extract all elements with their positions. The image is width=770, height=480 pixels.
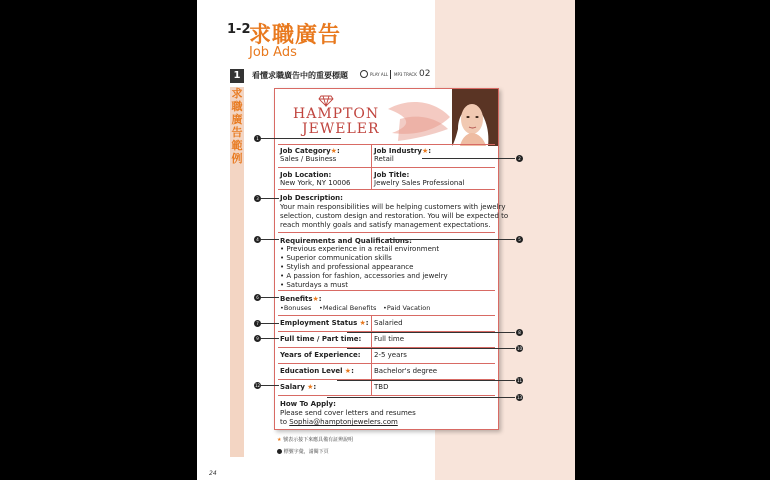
marker-3: 3 xyxy=(254,195,261,202)
marker-6: 6 xyxy=(254,294,261,301)
job-title-value: Jewelry Sales Professional xyxy=(374,179,465,187)
sidebar-vertical-bar xyxy=(230,87,244,457)
row-location xyxy=(278,167,495,168)
benefit-item: •Medical Benefits xyxy=(319,304,377,312)
marker-9: 9 xyxy=(254,335,261,342)
job-description-line: reach monthly goals and satisfy management expectations. xyxy=(280,221,491,229)
pointer-line xyxy=(337,380,515,381)
employment-status-label: Employment Status ★: xyxy=(280,319,369,327)
pointer-line xyxy=(261,297,279,298)
track-number: 02 xyxy=(419,69,431,79)
sidebar-vertical-title xyxy=(230,87,244,165)
logo-line1: HAMPTON xyxy=(293,106,380,122)
experience-label: Years of Experience: xyxy=(280,351,361,359)
row-benefits xyxy=(278,290,495,291)
section-number: 1 xyxy=(230,69,244,83)
job-title-label: Job Title: xyxy=(374,171,410,179)
sidebar-char: 求 xyxy=(231,87,243,100)
marker-7: 7 xyxy=(254,320,261,327)
pointer-line xyxy=(261,239,279,240)
marker-11: 11 xyxy=(516,378,523,383)
job-industry-value: Retail xyxy=(374,155,394,163)
book-page xyxy=(197,0,575,480)
pointer-line xyxy=(261,338,279,339)
fulltime-label: Full time / Part time: xyxy=(280,335,362,343)
model-photo xyxy=(380,89,498,146)
row-requirements xyxy=(278,232,495,233)
apply-email-link[interactable]: Sophia@hamptonjewelers.com xyxy=(289,418,398,426)
lesson-title-zh: 求職廣告 xyxy=(249,23,342,48)
job-description-line: Your main responsibilities will be helping customers with jewelry xyxy=(280,203,506,211)
footnote-dot: 標號字彙，請閱下頁 xyxy=(277,448,329,455)
divider xyxy=(390,70,391,79)
job-location-label: Job Location: xyxy=(280,171,332,179)
requirement-item: • Superior communication skills xyxy=(280,254,392,262)
marker-dot-icon xyxy=(277,449,282,454)
requirement-item: • Saturdays a must xyxy=(280,281,348,289)
requirements-label: Requirements and Qualifications: xyxy=(280,237,412,245)
employment-status-value: Salaried xyxy=(374,319,403,327)
marker-8: 8 xyxy=(516,329,523,336)
marker-5: 5 xyxy=(516,236,523,243)
play-icon[interactable] xyxy=(360,70,368,78)
benefits-label: Benefits★: xyxy=(280,295,322,303)
marker-1: 1 xyxy=(254,135,261,142)
sidebar-char: 職 xyxy=(231,100,243,113)
row-employment xyxy=(278,315,495,316)
row-apply xyxy=(278,395,495,396)
requirement-item: • Previous experience in a retail environment xyxy=(280,245,440,253)
play-all-label[interactable]: PLAY ALL xyxy=(370,72,389,77)
apply-line: to Sophia@hamptonjewelers.com xyxy=(280,418,398,426)
job-description-label: Job Description: xyxy=(280,194,343,202)
education-value: Bachelor's degree xyxy=(374,367,438,375)
pointer-line xyxy=(261,385,279,386)
job-ad-card xyxy=(274,88,509,430)
pointer-line xyxy=(422,158,515,159)
salary-label: Salary ★: xyxy=(280,383,317,391)
star-icon: ★ xyxy=(277,437,282,443)
pointer-line xyxy=(347,348,515,349)
job-category-value: Sales / Business xyxy=(280,155,337,163)
row-description xyxy=(278,189,495,190)
pointer-line xyxy=(387,239,515,240)
apply-line: Please send cover letters and resumes xyxy=(280,409,416,417)
row-education xyxy=(278,363,495,364)
footnote-star: ★ 號表示接下來應具備有証辨說明 xyxy=(277,437,354,443)
pointer-line xyxy=(261,198,279,199)
lesson-title-en: Job Ads xyxy=(249,45,297,60)
sidebar-char: 告 xyxy=(231,126,243,139)
marker-13: 13 xyxy=(516,395,523,400)
marker-12: 12 xyxy=(254,383,261,388)
pointer-line xyxy=(261,138,341,139)
logo-line2: JEWELER xyxy=(302,121,380,137)
lesson-number: 1-2 xyxy=(227,22,251,37)
pointer-line xyxy=(347,332,515,333)
apply-label: How To Apply: xyxy=(280,400,336,408)
marker-4: 4 xyxy=(254,236,261,243)
sidebar-char: 廣 xyxy=(231,113,243,126)
job-category-label: Job Category★: xyxy=(280,147,340,155)
section-title: 看懂求職廣告中的重要標題 xyxy=(252,71,348,80)
column-divider xyxy=(371,315,372,395)
job-industry-label: Job Industry★: xyxy=(374,147,432,155)
pointer-line xyxy=(327,397,515,398)
job-location-value: New York, NY 10006 xyxy=(280,179,351,187)
sidebar-char: 範 xyxy=(231,139,243,152)
experience-value: 2-5 years xyxy=(374,351,407,359)
salary-value: TBD xyxy=(374,383,389,391)
mp3-track-label: MP3 TRACK xyxy=(394,72,417,77)
education-label: Education Level ★: xyxy=(280,367,354,375)
marker-2: 2 xyxy=(516,155,523,162)
benefit-item: •Paid Vacation xyxy=(383,304,431,312)
requirement-item: • Stylish and professional appearance xyxy=(280,263,414,271)
requirement-item: • A passion for fashion, accessories and jewelry xyxy=(280,272,448,280)
job-description-line: selection, custom design and restoration. You will be expected to xyxy=(280,212,509,220)
benefit-item: •Bonuses xyxy=(280,304,312,312)
pointer-line xyxy=(261,323,279,324)
sidebar-char: 例 xyxy=(231,152,243,165)
fulltime-value: Full time xyxy=(374,335,405,343)
marker-10: 10 xyxy=(516,346,523,351)
page-number: 24 xyxy=(209,470,217,477)
